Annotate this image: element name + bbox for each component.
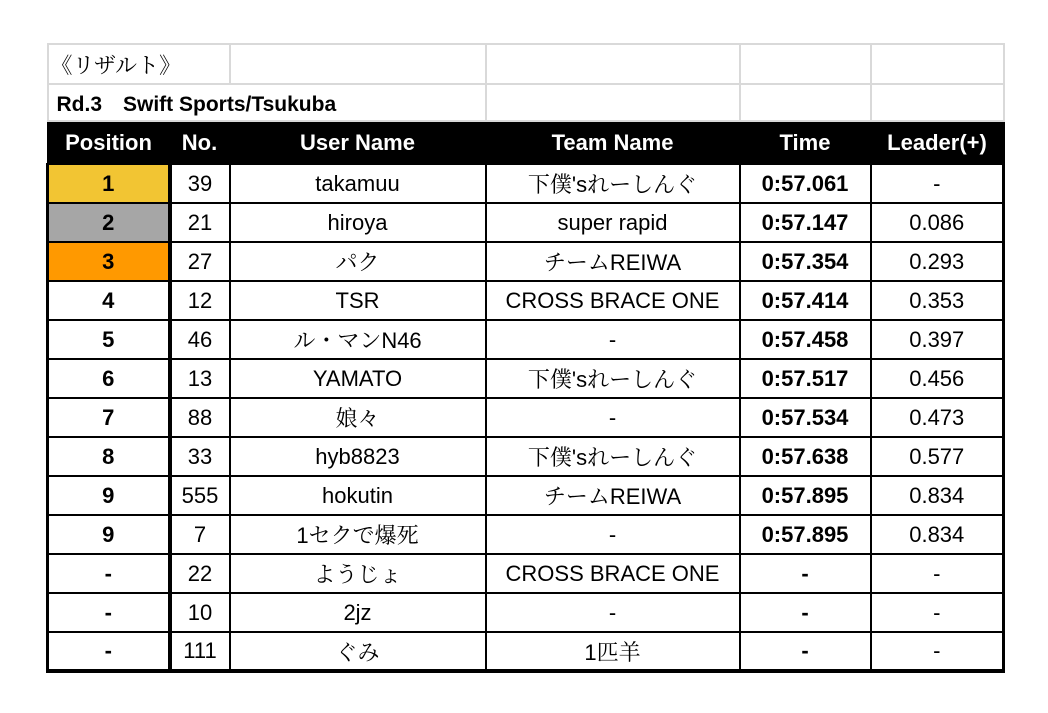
car-number-cell: 555 [170,476,230,515]
lap-time-cell: 0:57.414 [740,281,871,320]
team-name-cell: CROSS BRACE ONE [486,554,740,593]
team-name-cell: 下僕'sれーしんぐ [486,164,740,203]
user-name-cell: 娘々 [230,398,486,437]
user-name-cell: hiroya [230,203,486,242]
team-name-cell: CROSS BRACE ONE [486,281,740,320]
team-name-cell: 下僕'sれーしんぐ [486,437,740,476]
empty-cell [871,44,1004,84]
user-name-cell: ル・マンN46 [230,320,486,359]
position-cell: - [48,554,170,593]
table-row [48,476,1004,515]
leader-gap-cell: - [871,632,1004,671]
leader-gap-cell: 0.397 [871,320,1004,359]
car-number-cell: 12 [170,281,230,320]
table-row [48,242,1004,281]
table-row [48,281,1004,320]
empty-cell [230,44,486,84]
header-user-name: User Name [230,121,486,164]
position-cell: 5 [48,320,170,359]
team-name-cell: - [486,398,740,437]
car-number-cell: 7 [170,515,230,554]
car-number-cell: 22 [170,554,230,593]
race-subtitle: Rd.3 Swift Sports/Tsukuba [48,84,486,121]
lap-time-cell: 0:57.517 [740,359,871,398]
lap-time-cell: 0:57.534 [740,398,871,437]
user-name-cell: パク [230,242,486,281]
position-cell: 4 [48,281,170,320]
column-header-row [48,121,1004,164]
position-cell: 9 [48,476,170,515]
table-row [48,320,1004,359]
table-row [48,164,1004,203]
header-leader-gap: Leader(+) [871,121,1004,164]
user-name-cell: YAMATO [230,359,486,398]
car-number-cell: 10 [170,593,230,632]
table-row [48,515,1004,554]
empty-cell [740,84,871,121]
team-name-cell: 下僕'sれーしんぐ [486,359,740,398]
lap-time-cell: 0:57.895 [740,476,871,515]
leader-gap-cell: 0.293 [871,242,1004,281]
user-name-cell: TSR [230,281,486,320]
lap-time-cell: 0:57.638 [740,437,871,476]
position-cell: 3 [48,242,170,281]
user-name-cell: hyb8823 [230,437,486,476]
car-number-cell: 13 [170,359,230,398]
header-number: No. [170,121,230,164]
team-name-cell: - [486,593,740,632]
results-table [46,43,1005,673]
title-row [48,44,1004,84]
car-number-cell: 88 [170,398,230,437]
car-number-cell: 46 [170,320,230,359]
car-number-cell: 39 [170,164,230,203]
lap-time-cell: - [740,632,871,671]
leader-gap-cell: - [871,593,1004,632]
team-name-cell: チームREIWA [486,476,740,515]
position-cell: - [48,593,170,632]
team-name-cell: チームREIWA [486,242,740,281]
subtitle-row [48,84,1004,121]
leader-gap-cell: 0.834 [871,476,1004,515]
user-name-cell: takamuu [230,164,486,203]
leader-gap-cell: 0.473 [871,398,1004,437]
car-number-cell: 21 [170,203,230,242]
user-name-cell: ぐみ [230,632,486,671]
position-cell: - [48,632,170,671]
empty-cell [871,84,1004,121]
car-number-cell: 33 [170,437,230,476]
leader-gap-cell: 0.834 [871,515,1004,554]
empty-cell [486,84,740,121]
leader-gap-cell: 0.353 [871,281,1004,320]
header-position: Position [48,121,170,164]
lap-time-cell: 0:57.458 [740,320,871,359]
team-name-cell: - [486,515,740,554]
leader-gap-cell: - [871,554,1004,593]
position-cell: 2 [48,203,170,242]
user-name-cell: hokutin [230,476,486,515]
table-row [48,398,1004,437]
lap-time-cell: - [740,554,871,593]
position-cell: 6 [48,359,170,398]
team-name-cell: - [486,320,740,359]
lap-time-cell: 0:57.354 [740,242,871,281]
lap-time-cell: 0:57.147 [740,203,871,242]
results-table-body [48,44,1004,671]
user-name-cell: ようじょ [230,554,486,593]
leader-gap-cell: 0.086 [871,203,1004,242]
position-cell: 7 [48,398,170,437]
car-number-cell: 27 [170,242,230,281]
user-name-cell: 2jz [230,593,486,632]
table-row [48,359,1004,398]
empty-cell [486,44,740,84]
table-row [48,437,1004,476]
leader-gap-cell: - [871,164,1004,203]
header-time: Time [740,121,871,164]
table-row [48,593,1004,632]
page-title: 《リザルト》 [48,44,230,84]
empty-cell [740,44,871,84]
table-row [48,632,1004,671]
team-name-cell: super rapid [486,203,740,242]
position-cell: 9 [48,515,170,554]
lap-time-cell: 0:57.895 [740,515,871,554]
car-number-cell: 111 [170,632,230,671]
user-name-cell: 1セクで爆死 [230,515,486,554]
header-team-name: Team Name [486,121,740,164]
leader-gap-cell: 0.456 [871,359,1004,398]
lap-time-cell: - [740,593,871,632]
position-cell: 1 [48,164,170,203]
lap-time-cell: 0:57.061 [740,164,871,203]
team-name-cell: 1匹羊 [486,632,740,671]
leader-gap-cell: 0.577 [871,437,1004,476]
table-row [48,554,1004,593]
position-cell: 8 [48,437,170,476]
table-row [48,203,1004,242]
